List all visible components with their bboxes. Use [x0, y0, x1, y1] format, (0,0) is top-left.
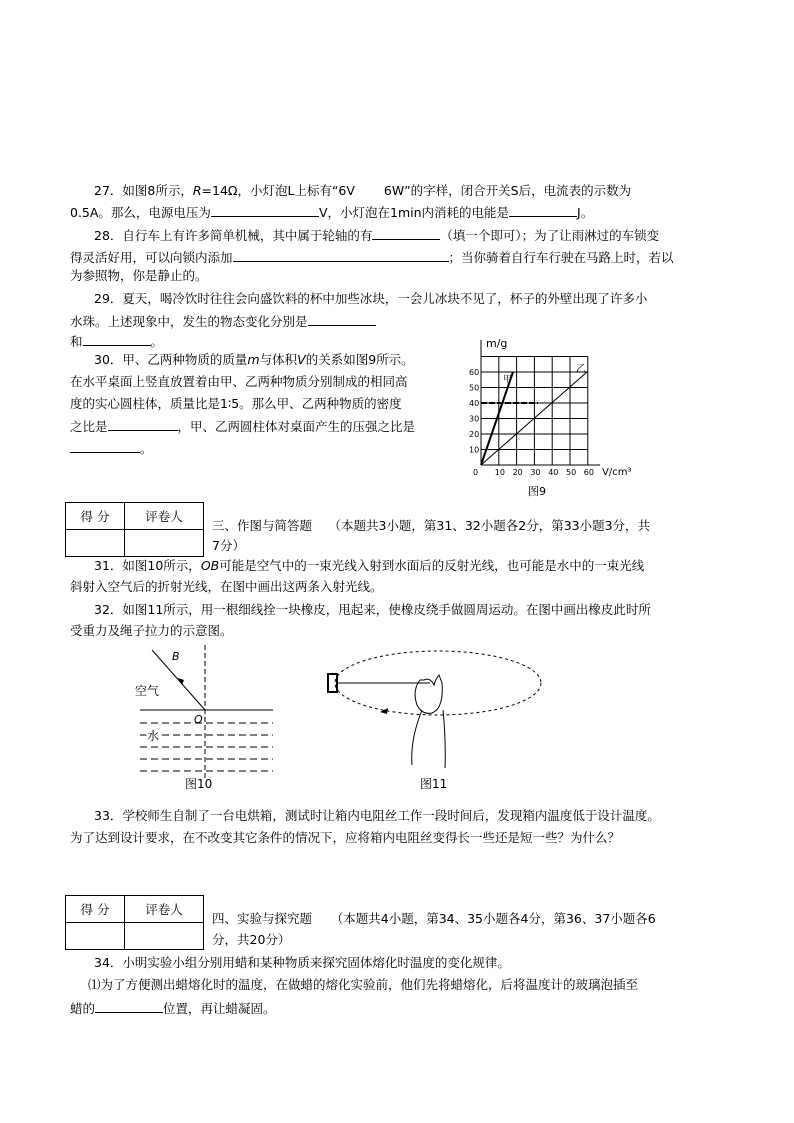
q31-line2: 斜射入空气后的折射光线，在图中画出这两条入射光线。 — [70, 579, 383, 594]
x-axis-label: V/cm³ — [602, 467, 632, 478]
q27-line2: 0.5A。那么，电源电压为 V，小灯泡在1min内消耗的电能是 J。 — [70, 205, 594, 220]
x-tick-label: 10 — [494, 468, 505, 477]
figure-11-caption: 图11 — [420, 777, 448, 791]
y-tick-label: 40 — [469, 399, 480, 408]
y-tick-label: 60 — [469, 368, 480, 377]
q32-line2: 受重力及绳子拉力的示意图。 — [70, 623, 233, 638]
label-b: B — [172, 650, 180, 663]
figure-10 — [130, 645, 280, 790]
score-table-4 — [65, 895, 204, 950]
figure-10-caption: 图10 — [185, 777, 213, 791]
figure-11 — [320, 645, 550, 790]
label-o: O — [194, 713, 203, 726]
score-cell[interactable] — [66, 530, 125, 557]
grader-cell[interactable] — [125, 530, 204, 557]
grader-header: 评卷人 — [125, 896, 204, 923]
q30-line2: 在水平桌面上竖直放置着由甲、乙两种物质分别制成的相同高 — [70, 374, 408, 389]
q34-line1: 34．小明实验小组分别用蜡和某种物质来探究固体熔化时温度的变化规律。 — [94, 955, 510, 970]
answer-blank[interactable] — [509, 203, 577, 217]
x-tick-label: 30 — [530, 468, 541, 477]
y-tick-label: 30 — [469, 414, 480, 424]
hand-icon — [412, 675, 446, 768]
section-3-title: 三、作图与简答题 （本题共3小题，第31、32小题各2分，第33小题3分，共 — [212, 518, 651, 533]
y-axis-label: m/g — [486, 337, 508, 350]
q31-line1: 31．如图10所示，OB可能是空气中的一束光线入射到水面后的反射光线，也可能是水中的一束光线 — [94, 558, 645, 573]
q30-line3: 度的实心圆柱体，质量比是1∶5。那么甲、乙两种物质的密度 — [70, 396, 402, 411]
score-header: 得 分 — [66, 896, 125, 923]
section-3-title-cont: 7分） — [212, 538, 245, 553]
q29-line3: 和 。 — [70, 334, 164, 349]
x-tick-label: 50 — [566, 468, 577, 477]
answer-blank[interactable] — [372, 226, 440, 240]
figure-9-graph — [460, 335, 630, 500]
q32-line1: 32．如图11所示，用一根细线拴一块橡皮，甩起来，使橡皮绕手做圆周运动。在图中画出橡皮此时所 — [94, 602, 651, 617]
q30-line4: 之比是 ，甲、乙两圆柱体对桌面产生的压强之比是 — [70, 419, 416, 434]
q34-line2: ⑴为了方便测出蜡熔化时的温度，在做蜡的熔化实验前，他们先将蜡熔化，后将温度计的玻璃泡插至 — [88, 977, 639, 992]
x-tick-label: 0 — [473, 468, 479, 477]
label-water: 水 — [147, 729, 160, 743]
label-air: 空气 — [135, 684, 160, 698]
q30-line1: 30．甲、乙两种物质的质量m与体积V的关系如图9所示。 — [94, 352, 414, 367]
score-header: 得 分 — [66, 503, 125, 530]
x-tick-label: 60 — [583, 468, 594, 477]
x-tick-label: 20 — [512, 468, 523, 477]
figure-9-caption: 图9 — [528, 485, 546, 498]
section-4-title: 四、实验与探究题 （本题共4小题，第34、35小题各4分，第36、37小题各6 — [212, 911, 656, 926]
eraser — [328, 674, 337, 692]
arrow-icon — [178, 678, 184, 685]
y-tick-label: 20 — [469, 430, 480, 439]
answer-blank[interactable] — [233, 248, 449, 262]
series-jia-label: 甲 — [503, 375, 513, 385]
q27-line1: 27．如图8所示，R=14Ω，小灯泡L上标有“6V 6W”的字样，闭合开关S后，电流表的示数为 — [94, 183, 632, 198]
grader-cell[interactable] — [125, 923, 204, 950]
answer-blank[interactable] — [95, 999, 163, 1013]
score-cell[interactable] — [66, 923, 125, 950]
grader-header: 评卷人 — [125, 503, 204, 530]
answer-blank[interactable] — [83, 332, 151, 346]
y-tick-label: 10 — [469, 445, 480, 455]
answer-blank[interactable] — [70, 439, 140, 453]
y-tick-label: 50 — [469, 383, 480, 393]
answer-blank[interactable] — [211, 203, 319, 217]
q28-line2: 得灵活好用，可以向锁内添加 ；当你骑着自行车行驶在马路上时，若以 — [70, 250, 674, 265]
q28-line1: 28．自行车上有许多简单机械，其中属于轮轴的有 （填一个即可）；为了让雨淋过的车锁变 — [94, 228, 660, 243]
section-4-title-cont: 分，共20分） — [212, 932, 291, 947]
q34-line3: 蜡的 位置，再让蜡凝固。 — [70, 1001, 276, 1016]
q29-line2: 水珠。上述现象中，发生的物态变化分别是 — [70, 312, 376, 330]
x-tick-label: 40 — [548, 468, 559, 477]
q33-line1: 33．学校师生自制了一台电烘箱，测试时让箱内电阻丝工作一段时间后，发现箱内温度低于设计温度。 — [94, 808, 660, 823]
score-table-3 — [65, 502, 204, 557]
q30-line5: 。 — [70, 439, 153, 457]
series-yi-label: 乙 — [576, 364, 586, 375]
q33-line2: 为了达到设计要求，在不改变其它条件的情况下，应将箱内电阻丝变得长一些还是短一些？为什么？ — [70, 830, 621, 845]
arrow-icon — [380, 708, 388, 714]
answer-blank[interactable] — [108, 417, 178, 431]
q28-line3: 为参照物，你是静止的。 — [70, 268, 208, 283]
q29-line1: 29．夏天，喝冷饮时往往会向盛饮料的杯中加些冰块，一会儿冰块不见了，杯子的外壁出现了许多小 — [94, 291, 648, 306]
answer-blank[interactable] — [308, 312, 376, 326]
